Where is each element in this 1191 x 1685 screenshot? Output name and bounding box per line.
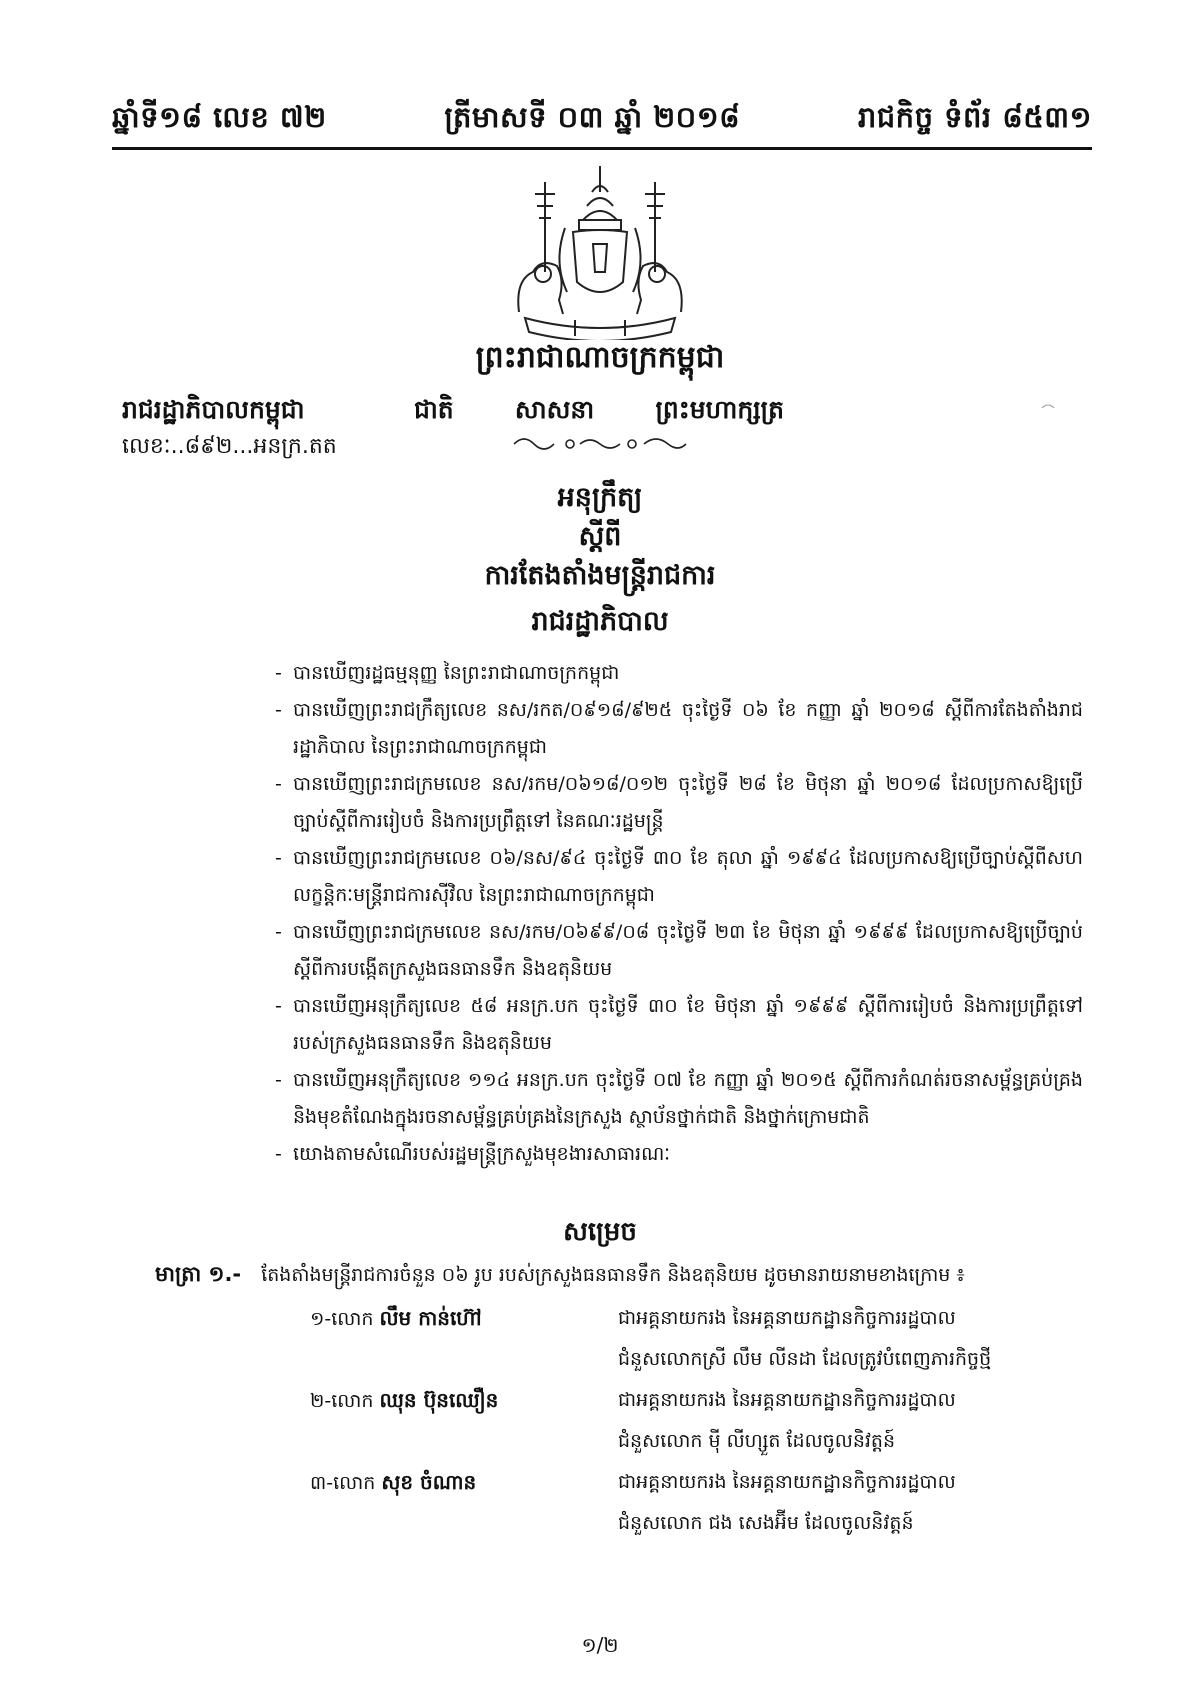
ornament-divider-icon [510, 432, 690, 454]
appointee-name-cell [310, 1380, 618, 1462]
appointee-row [310, 1462, 1070, 1544]
consideration-item: - បានឃើញព្រះរាជក្រមលេខ នស/រកម/០៦៩៩/០៨ ចុះថ្ងៃទី ២៣ ខែ មិថុនា ឆ្នាំ ១៩៩៩ ដែលប្រកាសឱ្យប្រើច្បាប់ស្តីពីការបង្កើតក្រសួងធនធានទឹក និងឧតុនិយម [275, 914, 1083, 988]
appointee-name: ឈុន ប៊ុនឈឿន [379, 1388, 499, 1412]
article-1 [155, 1257, 1085, 1292]
header-divider [112, 147, 1092, 150]
appointee-note: ជំនួសលោក ម៉ី លីហ្សួត ដែលចូលនិវត្តន៍ [618, 1430, 896, 1452]
appointee-note: ជំនួសលោក ជង សេងអ៊ីម ដែលចូលនិវត្តន៍ [618, 1512, 914, 1534]
appointee-name-cell [310, 1462, 618, 1544]
appointee-duties [618, 1298, 991, 1380]
appointee-prefix: ៣-លោក [310, 1472, 376, 1494]
article-text: តែងតាំងមន្ត្រីរាជការចំនួន ០៦ រូប របស់ក្រសួងធនធានទឹក និងឧតុនិយម ដូចមានរាយនាមខាងក្រោម ៖ [261, 1264, 965, 1286]
appointee-row [310, 1380, 1070, 1462]
consideration-item: - បានឃើញព្រះរាជក្រមលេខ នស/រកម/០៦១៨/០១២ ចុះថ្ងៃទី ២៨ ខែ មិថុនា ឆ្នាំ ២០១៨ ដែលប្រកាសឱ្យប្រើច្បាប់ស្តីពីការរៀបចំ និងការប្រព្រឹត្តទៅ នៃគណៈរដ្ឋមន្ត្រី [275, 766, 1083, 840]
appointee-position: ជាអគ្គនាយករង នៃអគ្គនាយកដ្ឋានកិច្ចការរដ្ឋបាល [618, 1471, 956, 1493]
page-number: ១/២ [581, 1633, 619, 1657]
considerations-list [275, 655, 1083, 1173]
motto-king: ព្រះមហាក្សត្រ [655, 395, 784, 424]
appointee-duties [618, 1380, 956, 1462]
appointee-position: ជាអគ្គនាយករង នៃអគ្គនាយកដ្ឋានកិច្ចការរដ្ឋបាល [618, 1307, 956, 1329]
royal-coat-of-arms-icon [505, 162, 695, 340]
document-type: អនុក្រឹត្យ [557, 482, 643, 513]
government-name: រាជរដ្ឋាភិបាលកម្ពុជា [122, 395, 305, 424]
appointee-duties [618, 1462, 956, 1544]
appointee-note: ជំនួសលោកស្រី លឹម លីនដា ដែលត្រូវបំពេញភារកិច្ចថ្មី [618, 1348, 992, 1370]
reference-number: លេខៈ..៨៩២...អនក្រ.តត [122, 434, 337, 459]
national-motto [414, 395, 784, 431]
appointee-name: លឹម កាន់ហ៊ៅ [379, 1306, 482, 1330]
issuer-title: រាជរដ្ឋាភិបាល [531, 606, 669, 637]
article-label: មាត្រា ១.- [155, 1262, 242, 1286]
consideration-item: - បានឃើញរដ្ឋធម្មនុញ្ញ នៃព្រះរាជាណាចក្រកម្ពុជា [275, 655, 1083, 692]
kingdom-title: ព្រះរាជាណាចក្រកម្ពុជា [475, 340, 725, 375]
header-page: រាជកិច្ច ទំព័រ ៨៥៣១ [857, 100, 1092, 134]
consideration-item: - បានឃើញព្រះរាជក្រមលេខ ០៦/នស/៩៤ ចុះថ្ងៃទី ៣០ ខែ តុលា ឆ្នាំ ១៩៩៤ ដែលប្រកាសឱ្យប្រើច្បាប់ស្តីពីសហលក្ខន្តិកៈមន្ត្រីរាជការស៊ីវិល នៃព្រះរាជាណាចក្រកម្ពុជា [275, 840, 1083, 914]
consideration-item: - បានឃើញអនុក្រឹត្យលេខ ១១៤ អនក្រ.បក ចុះថ្ងៃទី ០៧ ខែ កញ្ញា ឆ្នាំ ២០១៥ ស្តីពីការកំណត់រចនាសម្ព័ន្ធគ្រប់គ្រង និងមុខតំណែងក្នុងរចនាសម្ព័ន្ធគ្រប់គ្រងនៃក្រសួង ស្ថាប័នថ្នាក់ជាតិ និងថ្នាក់ក្រោមជាតិ [275, 1062, 1083, 1136]
consideration-item: - បានឃើញព្រះរាជក្រឹត្យលេខ នស/រកត/០៩១៨/៩២៥ ចុះថ្ងៃទី ០៦ ខែ កញ្ញា ឆ្នាំ ២០១៨ ស្តីពីការតែងតាំងរាជរដ្ឋាភិបាល នៃព្រះរាជាណាចក្រកម្ពុជា [275, 692, 1083, 766]
header-quarter: ត្រីមាសទី ០៣ ឆ្នាំ ២០១៨ [444, 100, 741, 134]
appointee-name: សុខ ចំណាន [381, 1470, 477, 1494]
document-title-block [380, 478, 820, 595]
consideration-item: - យោងតាមសំណើរបស់រដ្ឋមន្ត្រីក្រសួងមុខងារសាធារណៈ [275, 1136, 1083, 1173]
header-issue: ឆ្នាំទី១៨ លេខ ៧២ [112, 100, 327, 134]
motto-nation: ជាតិ [414, 395, 454, 424]
consideration-item: - បានឃើញអនុក្រឹត្យលេខ ៥៨ អនក្រ.បក ចុះថ្ងៃទី ៣០ ខែ មិថុនា ឆ្នាំ ១៩៩៩ ស្តីពីការរៀបចំ និងការប្រព្រឹត្តទៅរបស់ក្រសួងធនធានទឹក និងឧតុនិយម [275, 988, 1083, 1062]
appointee-name-cell [310, 1298, 618, 1380]
appointee-list [310, 1298, 1070, 1544]
decision-heading: សម្រេច [563, 1217, 637, 1247]
appointee-prefix: ១-លោក [310, 1308, 374, 1330]
gazette-header [112, 92, 1092, 142]
motto-religion: សាសនា [514, 395, 595, 424]
document-about: ស្តីពី [578, 521, 622, 552]
appointee-position: ជាអគ្គនាយករង នៃអគ្គនាយកដ្ឋានកិច្ចការរដ្ឋបាល [618, 1389, 956, 1411]
document-subject: ការតែងតាំងមន្ត្រីរាជការ [484, 560, 716, 591]
appointee-prefix: ២-លោក [310, 1390, 374, 1412]
scan-mark-icon [1040, 402, 1056, 412]
appointee-row [310, 1298, 1070, 1380]
